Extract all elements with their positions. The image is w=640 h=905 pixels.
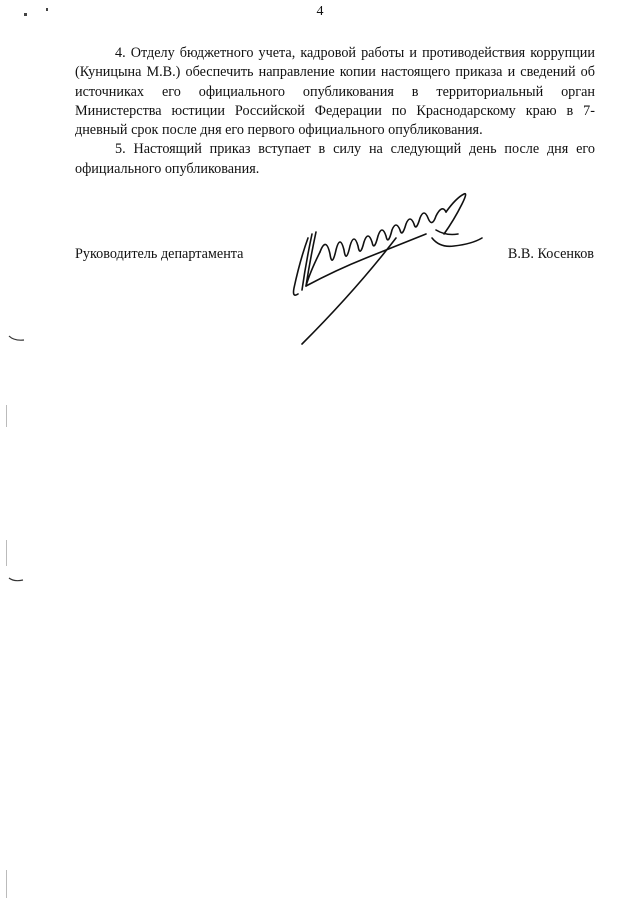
document-body — [75, 44, 595, 179]
scan-edge-mark — [8, 334, 28, 344]
scan-edge-line — [6, 540, 7, 566]
handwritten-signature — [286, 190, 486, 350]
signatory-title: Руководитель департамента — [75, 246, 244, 262]
scan-edge-line — [6, 405, 7, 427]
paragraph-5: 5. Настоящий приказ вступает в силу на следующий день после дня его официального опубликования. — [75, 141, 595, 177]
paragraph-4: 4. Отделу бюджетного учета, кадровой работы и противодействия коррупции (Куницына М.В.) обеспечить направление копии настоящего приказа и сведений об источниках его официального опубликования в территориальный орган Министерства юстиции Российской Федерации по Краснодарскому краю в 7-дневный срок после дня его первого официального опубликования. — [75, 45, 595, 139]
scan-edge-mark — [8, 575, 28, 585]
page-number: 4 — [316, 4, 324, 19]
signatory-name: В.В. Косенков — [507, 246, 594, 262]
scan-edge-line — [6, 870, 7, 898]
